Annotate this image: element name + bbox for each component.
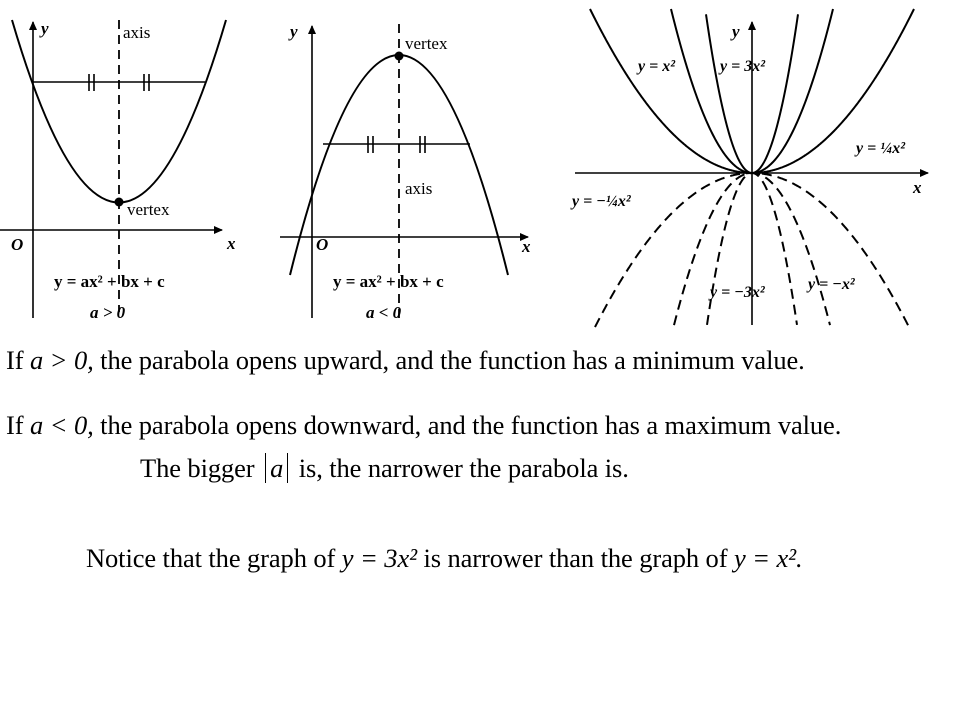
fig1-vertex-label: vertex (127, 200, 170, 219)
fig1-equation: y = ax² + bx + c (54, 272, 165, 291)
downward-rule-sentence (6, 410, 841, 441)
fig3-x-label: x (913, 178, 922, 197)
notice-sentence (86, 543, 802, 574)
figure-downward-parabola (280, 22, 531, 322)
fig1-condition: a > 0 (90, 303, 126, 322)
fig3-label-3x2: y = 3x² (720, 58, 766, 75)
fig1-vertex-point (115, 198, 124, 207)
notice-equation-3x2: y = 3x² (341, 543, 417, 573)
fig1-x-label: x (227, 234, 236, 253)
notice-prefix: Notice that the graph of (86, 543, 342, 573)
fig2-vertex-point (395, 52, 404, 61)
upward-rule-sentence (6, 345, 805, 376)
fig2-x-label: x (522, 237, 531, 256)
fig3-label-neg-3x2: y = −3x² (710, 284, 765, 301)
narrowness-sentence (140, 453, 629, 484)
fig2-axis-label: axis (405, 179, 433, 198)
downward-rule-condition: a < 0, (29, 410, 94, 440)
upward-rule-prefix: If (6, 345, 30, 375)
abs-a-expression: a (265, 453, 288, 483)
fig3-label-neg-quarter-x2: y = −¼x² (572, 193, 631, 210)
downward-rule-prefix: If (6, 410, 30, 440)
fig3-label-neg-x2: y = −x² (808, 276, 855, 293)
upward-rule-condition: a > 0, (29, 345, 94, 375)
fig2-origin-label: O (316, 235, 329, 254)
fig2-y-label: y (290, 22, 298, 41)
figure-parabola-family (570, 9, 928, 327)
fig3-label-quarter-x2: y = ¼x² (856, 140, 906, 157)
fig3-label-x2: y = x² (638, 58, 676, 75)
narrowness-text: is, the narrower the parabola is. (292, 453, 629, 483)
figure-upward-parabola (0, 19, 236, 322)
fig1-y-label: y (41, 19, 49, 38)
fig1-origin-label: O (11, 235, 24, 254)
parabola-figures (0, 0, 960, 330)
fig3-y-label: y (732, 22, 740, 41)
narrowness-prefix: The bigger (140, 453, 262, 483)
fig2-equation: y = ax² + bx + c (333, 272, 444, 291)
upward-rule-text: the parabola opens upward, and the function has a minimum value. (93, 345, 805, 375)
downward-rule-text: the parabola opens downward, and the function has a maximum value. (93, 410, 842, 440)
fig1-axis-label: axis (123, 23, 151, 42)
notice-equation-x2: y = x². (733, 543, 803, 573)
fig2-vertex-label: vertex (405, 34, 448, 53)
fig2-condition: a < 0 (366, 303, 402, 322)
notice-middle: is narrower than the graph of (416, 543, 734, 573)
